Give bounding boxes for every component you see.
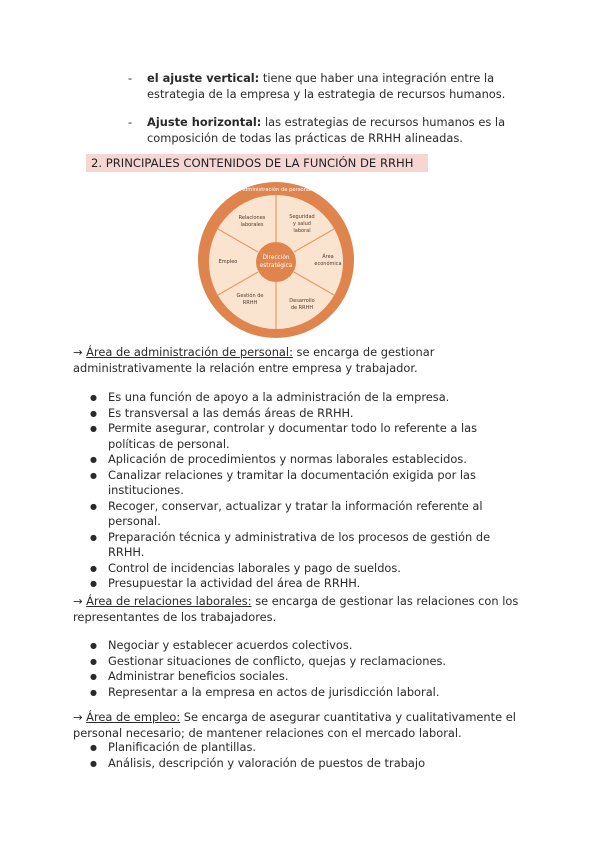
list-item: ● Control de incidencias laborales y pago de sueldos.	[90, 561, 510, 577]
objective-text: las estrategias de recursos humanos es la composición de todas las prácticas de RRHH alineadas.	[147, 115, 506, 145]
list-item: ● Planificación de plantillas.	[90, 740, 510, 756]
area-description: se encarga de gestionar administrativamente la relación entre empresa y trabajador.	[73, 345, 435, 375]
objective-text: tiene que haber una integración entre la estrategia de la empresa y la estrategia de recursos humanos.	[147, 71, 506, 101]
list-item: ● Permite asegurar, controlar y documentar todo lo referente a las políticas de personal.	[90, 421, 510, 452]
hr-functions-diagram	[194, 180, 358, 340]
area-title: Área de relaciones laborales:	[86, 594, 252, 608]
segment-desarrollo-line-1: Desarrollo	[289, 298, 315, 304]
area-relaciones-intro	[73, 594, 533, 625]
list-item: ● Análisis, descripción y valoración de puestos de trabajo	[90, 756, 510, 772]
list-item: ● Representar a la empresa en actos de jurisdicción laboral.	[90, 685, 510, 701]
area-empleo-list	[90, 740, 510, 771]
segment-desarrollo-line-2: de RRHH	[290, 305, 314, 311]
segment-seguridad-line-1: Seguridad	[289, 214, 315, 220]
center-label-line-2: estratégica	[259, 263, 293, 269]
area-description: se encarga de gestionar las relaciones con los representantes de los trabajadores.	[73, 594, 519, 624]
segment-seguridad-line-2: y salud	[293, 221, 311, 227]
segment-seguridad-line-3: laboral	[293, 228, 311, 234]
dash-marker: -	[128, 115, 133, 129]
objective-item-horizontal	[128, 114, 528, 146]
outer-label: Administración de personal	[240, 187, 312, 193]
area-empleo-intro	[73, 710, 533, 741]
list-item: ● Negociar y establecer acuerdos colectivos.	[90, 638, 510, 654]
segment-relaciones-line-1: Relaciones	[238, 215, 266, 221]
segment-gestion-line-1: Gestión de	[236, 293, 264, 299]
objective-label: Ajuste horizontal:	[147, 115, 262, 129]
dash-marker: -	[128, 71, 133, 85]
segment-economica-line-1: Área	[322, 254, 334, 260]
list-item: ● Es transversal a las demás áreas de RRHH.	[90, 406, 510, 422]
segment-empleo-line-1: Empleo	[218, 259, 238, 265]
list-item: ● Canalizar relaciones y tramitar la documentación exigida por las instituciones.	[90, 468, 510, 499]
section-heading: 2. PRINCIPALES CONTENIDOS DE LA FUNCIÓN DE RRHH	[86, 154, 428, 172]
segment-gestion-line-2: RRHH	[242, 300, 258, 306]
objective-label: el ajuste vertical:	[147, 71, 260, 85]
area-title: Área de empleo:	[86, 710, 181, 724]
list-item: ● Administrar beneficios sociales.	[90, 669, 510, 685]
list-item: ● Presupuestar la actividad del área de RRHH.	[90, 576, 510, 592]
center-label-line-1: Dirección	[262, 255, 290, 261]
list-item: ● Recoger, conservar, actualizar y tratar la información referente al personal.	[90, 499, 510, 530]
arrow-icon: →	[73, 594, 83, 608]
area-administracion-list	[90, 390, 510, 592]
arrow-icon: →	[73, 710, 83, 724]
list-item: ● Preparación técnica y administrativa de los procesos de gestión de RRHH.	[90, 530, 510, 561]
area-title: Área de administración de personal:	[86, 345, 293, 359]
segment-relaciones-line-2: laborales	[240, 222, 264, 228]
area-relaciones-list	[90, 638, 510, 700]
list-item: ● Es una función de apoyo a la administración de la empresa.	[90, 390, 510, 406]
area-administracion-intro	[73, 345, 533, 376]
area-description: Se encarga de asegurar cuantitativa y cualitativamente el personal necesario; de mantener relaciones con el mercado laboral.	[73, 710, 516, 740]
list-item: ● Aplicación de procedimientos y normas laborales establecidos.	[90, 452, 510, 468]
segment-economica-line-2: económica	[314, 261, 342, 267]
arrow-icon: →	[73, 345, 83, 359]
center-hub	[256, 242, 296, 282]
list-item: ● Gestionar situaciones de conflicto, quejas y reclamaciones.	[90, 654, 510, 670]
objective-item-vertical	[128, 70, 528, 102]
